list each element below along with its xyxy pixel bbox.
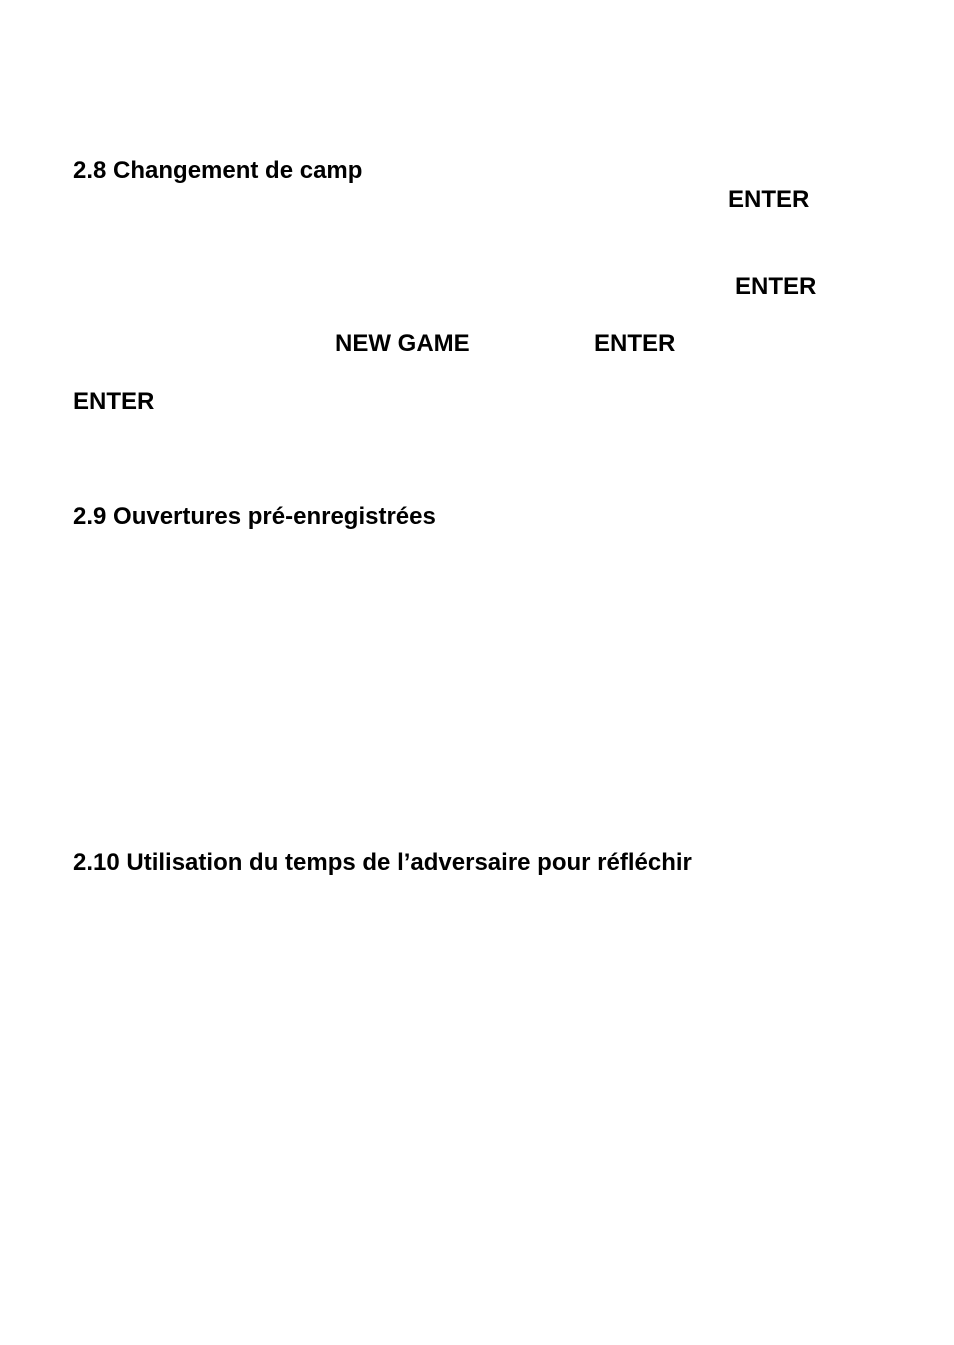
keyword-enter: ENTER <box>594 330 676 357</box>
keyword-enter: ENTER <box>728 186 810 213</box>
keyword-new-game: NEW GAME <box>335 330 470 357</box>
keyword-enter: ENTER <box>73 388 155 415</box>
keyword-enter: ENTER <box>735 273 817 300</box>
section-heading-2-9: 2.9 Ouvertures pré-enregistrées <box>73 503 436 530</box>
section-heading-2-8: 2.8 Changement de camp <box>73 157 363 184</box>
section-heading-2-10: 2.10 Utilisation du temps de l’adversaire pour réfléchir <box>73 849 692 876</box>
